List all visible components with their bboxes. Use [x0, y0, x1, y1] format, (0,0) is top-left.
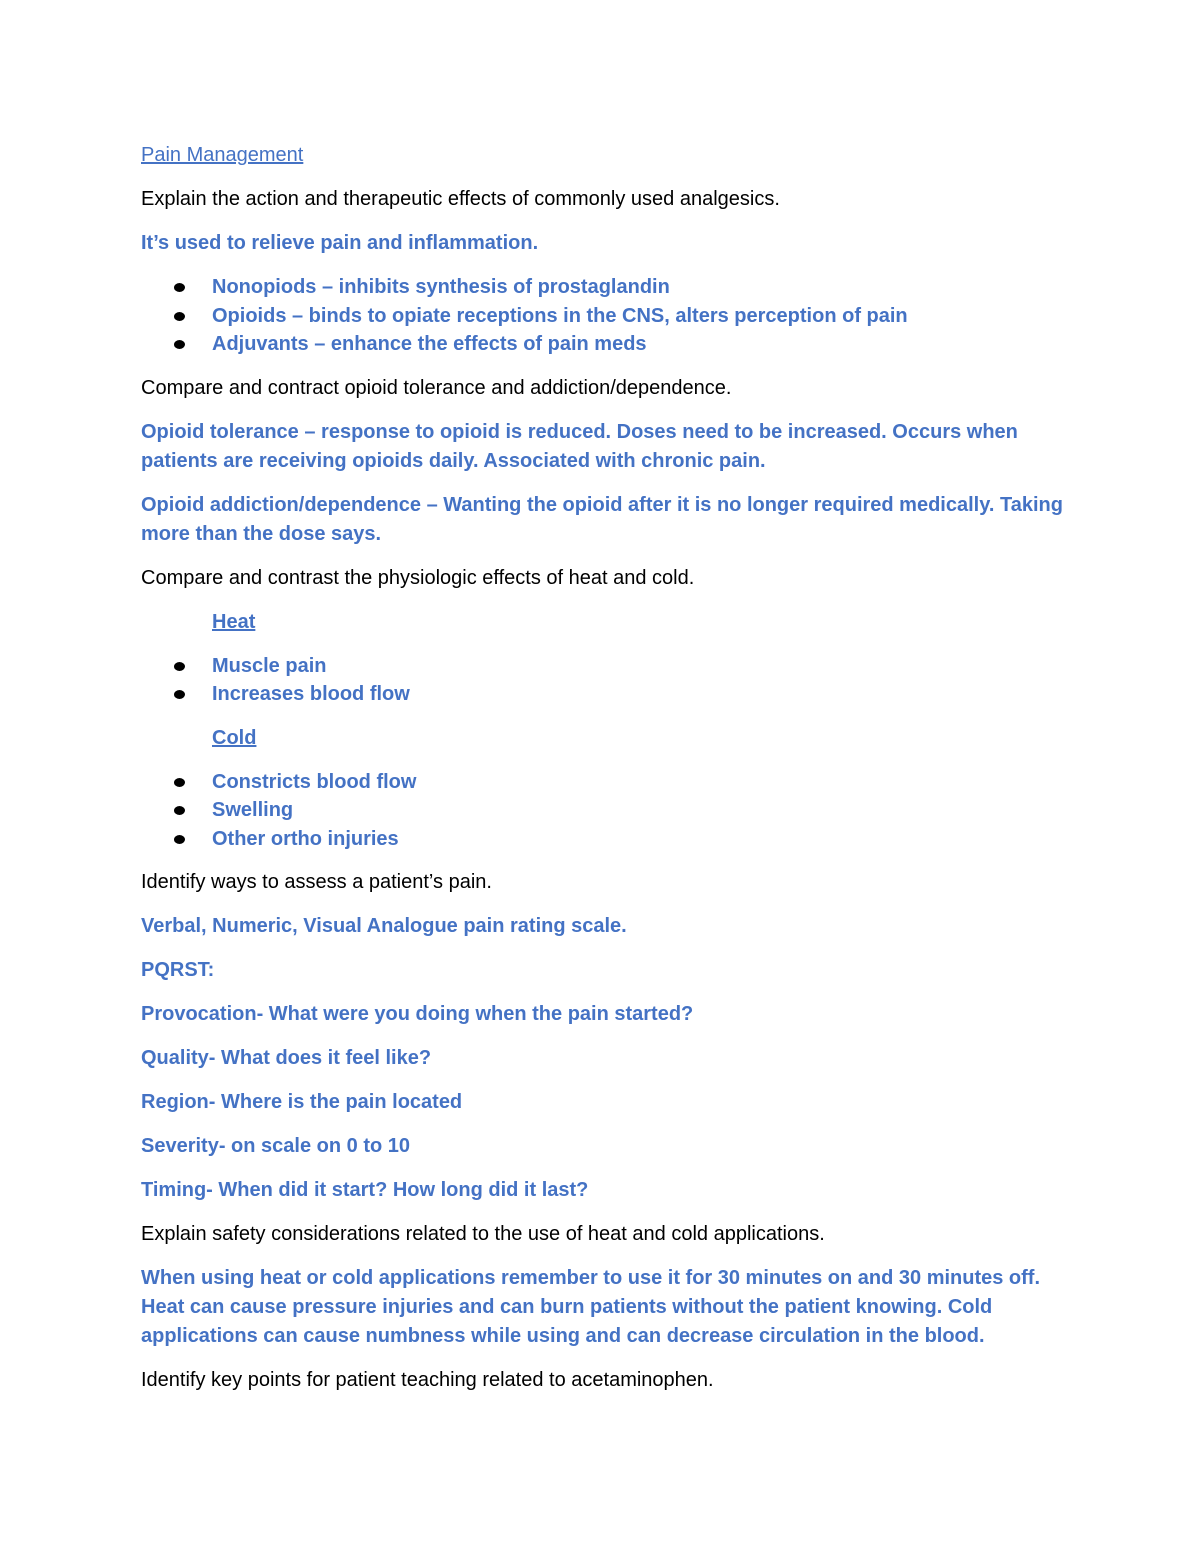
answer-timing: Timing- When did it start? How long did it last?	[141, 1179, 589, 1201]
list-item-text: Other ortho injuries	[212, 827, 399, 850]
list-item-text: Increases blood flow	[212, 683, 410, 705]
bullet-icon	[174, 340, 185, 349]
question-analgesics: Explain the action and therapeutic effects of commonly used analgesics.	[141, 188, 780, 210]
question-acetaminophen: Identify key points for patient teaching related to acetaminophen.	[141, 1369, 714, 1391]
answer-quality: Quality- What does it feel like?	[141, 1047, 432, 1069]
list-item	[141, 273, 1071, 302]
heat-list	[141, 652, 1071, 709]
question-assess-pain: Identify ways to assess a patient’s pain.	[141, 871, 492, 893]
answer-severity: Severity- on scale on 0 to 10	[141, 1135, 410, 1157]
bullet-icon	[174, 312, 185, 321]
bullet-icon	[174, 690, 185, 699]
bullet-icon	[174, 283, 185, 292]
answer-analgesics: It’s used to relieve pain and inflammation.	[141, 232, 539, 254]
list-item	[141, 302, 1071, 331]
list-item-text: Nonopiods – inhibits synthesis of prostaglandin	[212, 276, 670, 298]
answer-pqrst: PQRST:	[141, 959, 215, 981]
question-safety: Explain safety considerations related to the use of heat and cold applications.	[141, 1223, 825, 1245]
bullet-icon	[174, 806, 185, 815]
document-page	[141, 141, 1071, 1410]
answer-safety: When using heat or cold applications remember to use it for 30 minutes on and 30 minutes off. Heat can cause pressure injuries and can burn patients without the patient knowing. Cold applications can cause numbness while using and can decrease circulation in the blood.	[141, 1267, 1041, 1347]
answer-region: Region- Where is the pain located	[141, 1091, 463, 1113]
answer-opioid-addiction: Opioid addiction/dependence – Wanting the opioid after it is no longer required medically. Taking more than the dose says.	[141, 493, 1063, 545]
answer-provocation: Provocation- What were you doing when the pain started?	[141, 1003, 694, 1025]
answer-pain-scales: Verbal, Numeric, Visual Analogue pain rating scale.	[141, 915, 627, 937]
document-title: Pain Management	[141, 144, 304, 166]
list-item	[141, 652, 1071, 681]
cold-list	[141, 768, 1071, 854]
cold-heading: Cold	[212, 726, 257, 749]
answer-opioid-tolerance: Opioid tolerance – response to opioid is reduced. Doses need to be increased. Occurs when patients are receiving opioids daily. Associated with chronic pain.	[141, 420, 1018, 472]
list-item	[141, 680, 1071, 709]
question-opioid-tolerance: Compare and contract opioid tolerance and addiction/dependence.	[141, 376, 732, 399]
list-item-text: Opioids – binds to opiate receptions in the CNS, alters perception of pain	[212, 304, 908, 327]
bullet-icon	[174, 778, 185, 787]
list-item	[141, 330, 1071, 359]
list-item-text: Muscle pain	[212, 654, 327, 677]
analgesic-list	[141, 273, 1071, 359]
heat-heading: Heat	[212, 610, 256, 633]
list-item	[141, 796, 1071, 825]
list-item-text: Adjuvants – enhance the effects of pain meds	[212, 333, 647, 355]
list-item-text: Constricts blood flow	[212, 770, 417, 793]
bullet-icon	[174, 662, 185, 671]
list-item	[141, 825, 1071, 854]
question-heat-cold: Compare and contrast the physiologic effects of heat and cold.	[141, 566, 695, 589]
list-item-text: Swelling	[212, 799, 294, 821]
bullet-icon	[174, 835, 185, 844]
list-item	[141, 768, 1071, 797]
